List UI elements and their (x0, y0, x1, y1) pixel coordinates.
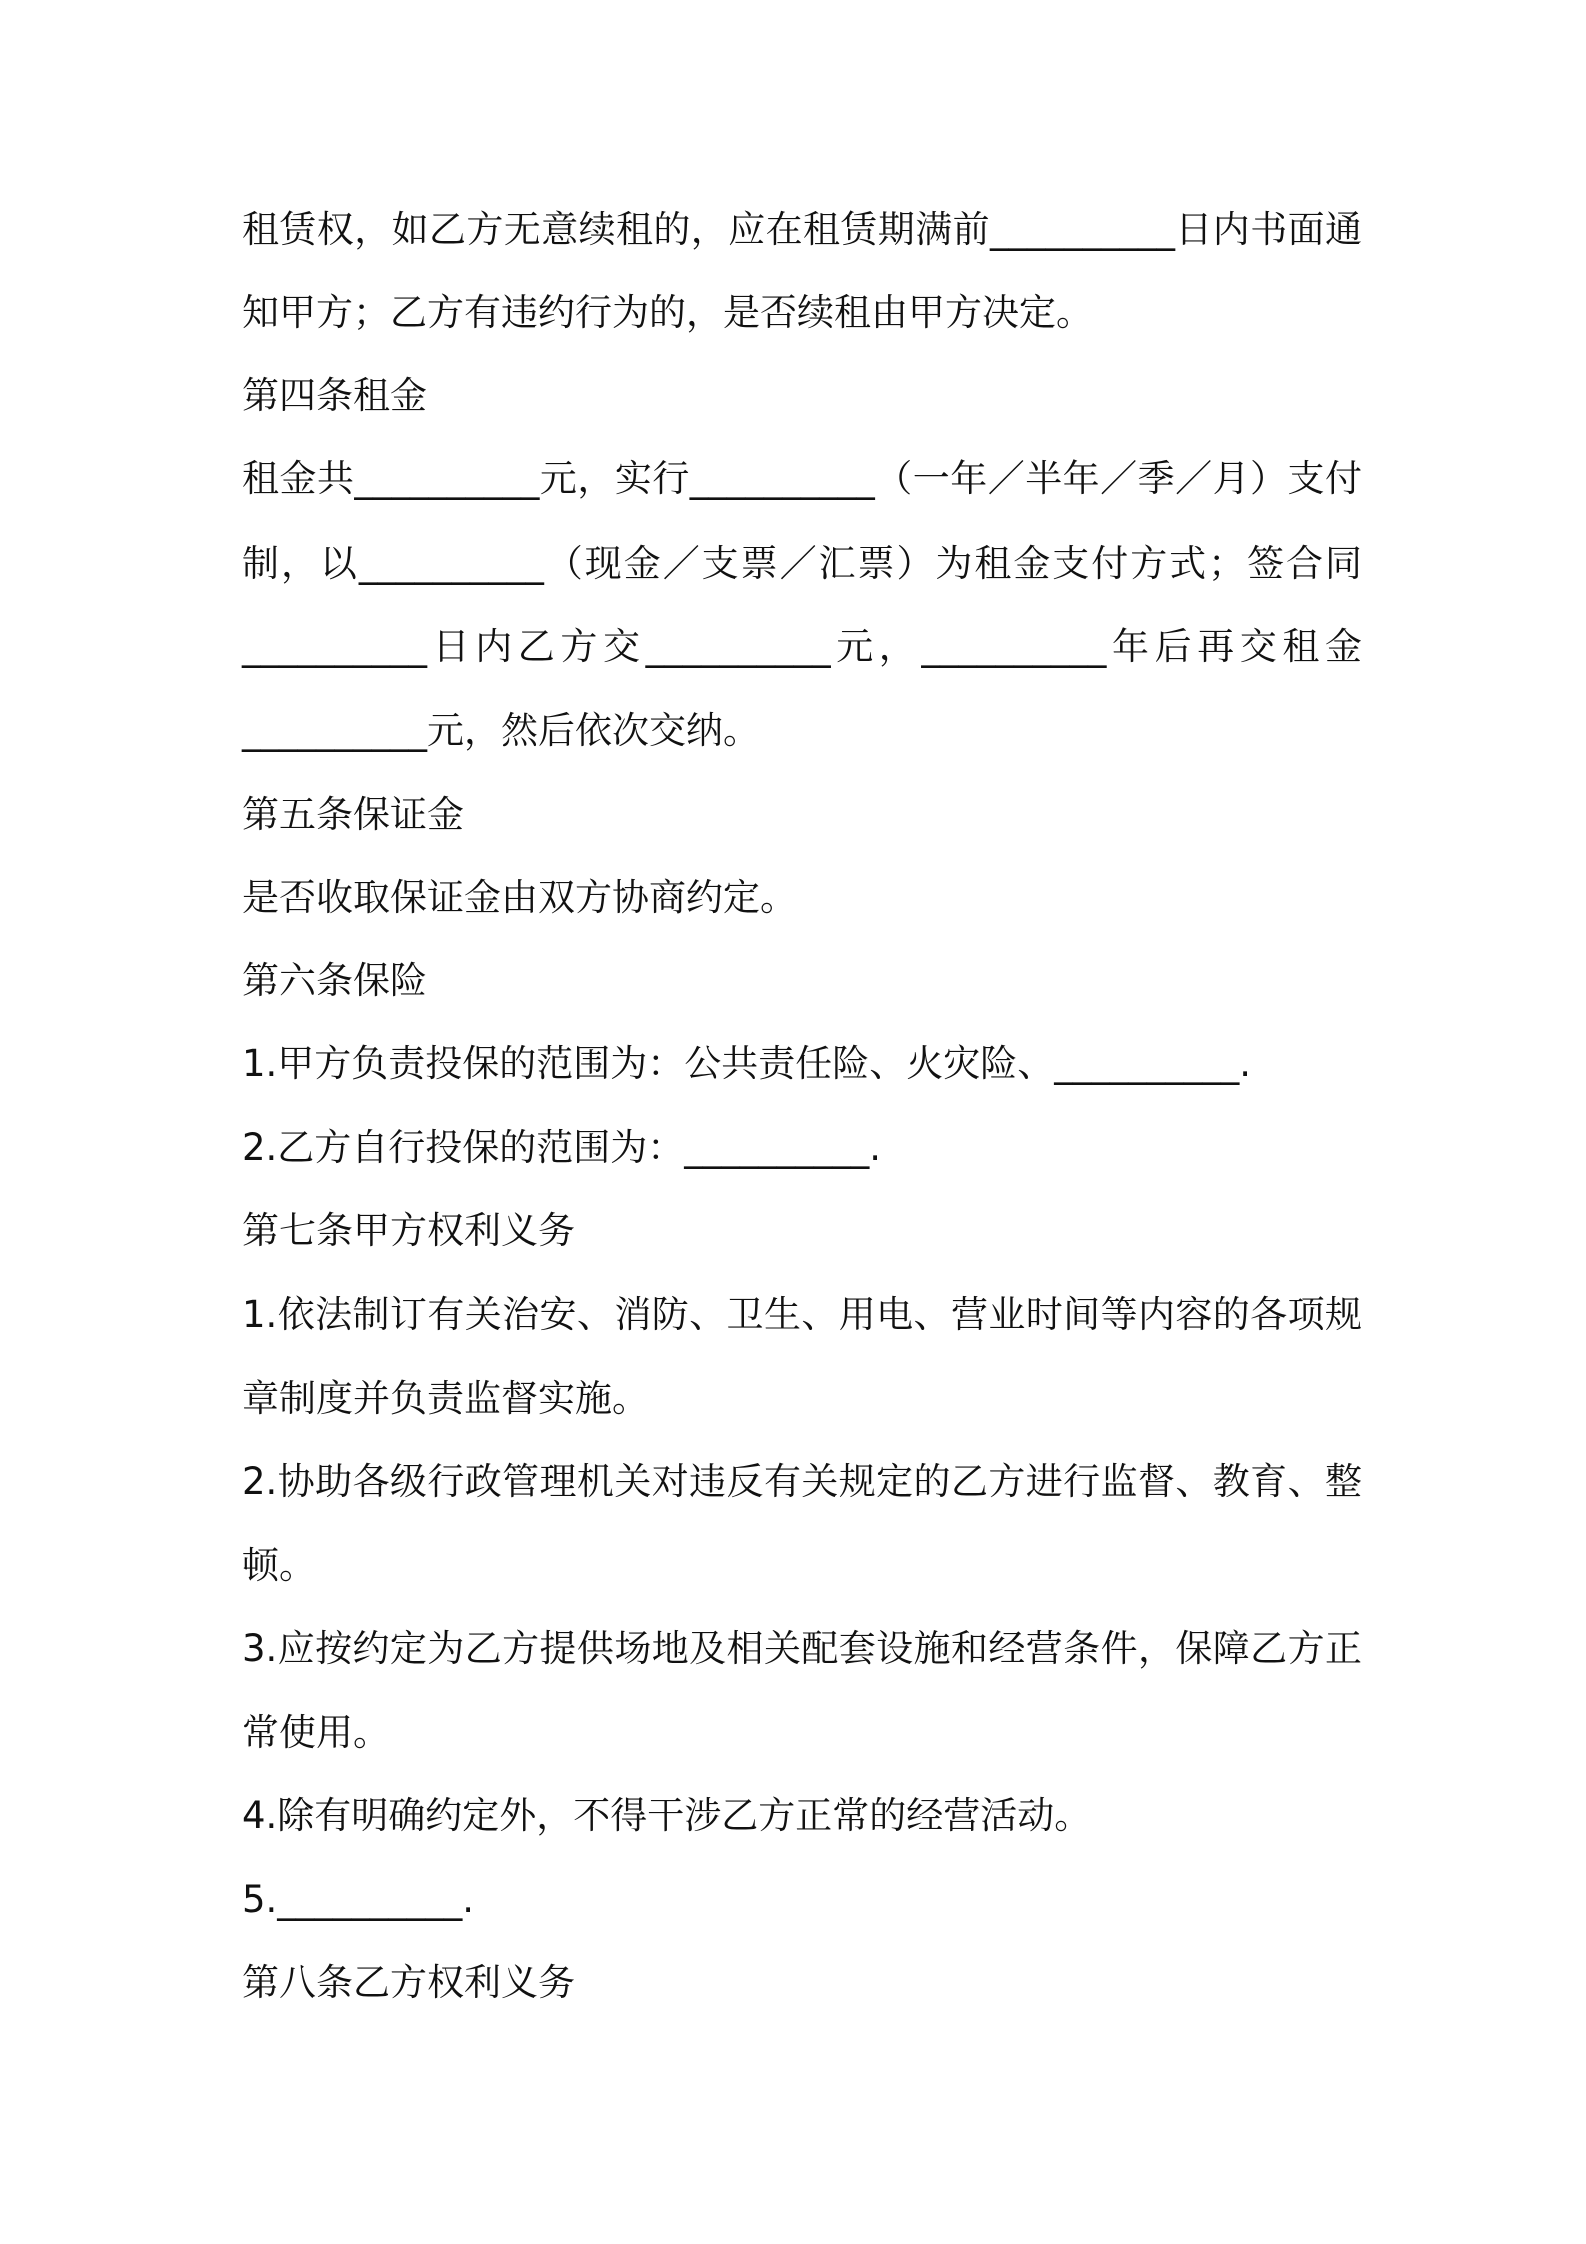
section-heading-article-6: 第六条保险 (242, 959, 427, 1002)
list-item: 1.甲方负责投保的范围为：公共责任险、火灾险、__________. (242, 1042, 1252, 1085)
section-heading-article-7: 第七条甲方权利义务 (242, 1209, 575, 1252)
paragraph-line: 制，以__________（现金／支票／汇票）为租金支付方式；签合同 (242, 542, 1362, 585)
list-item: 4.除有明确约定外，不得干涉乙方正常的经营活动。 (242, 1794, 1092, 1837)
paragraph-line: 是否收取保证金由双方协商约定。 (242, 876, 797, 919)
paragraph-line: 知甲方；乙方有违约行为的，是否续租由甲方决定。 (242, 291, 1093, 334)
paragraph-line: 租金共__________元，实行__________（一年／半年／季／月）支付 (242, 457, 1362, 500)
section-heading-article-8: 第八条乙方权利义务 (242, 1961, 575, 2004)
list-item-continuation: 章制度并负责监督实施。 (242, 1377, 649, 1420)
paragraph-line: 租赁权，如乙方无意续租的，应在租赁期满前__________日内书面通 (242, 208, 1362, 251)
list-item-continuation: 常使用。 (242, 1711, 390, 1754)
list-item-continuation: 顿。 (242, 1544, 316, 1587)
section-heading-article-4: 第四条租金 (242, 374, 427, 417)
list-item: 2.协助各级行政管理机关对违反有关规定的乙方进行监督、教育、整 (242, 1460, 1362, 1503)
list-item: 5.__________. (242, 1878, 475, 1921)
list-item: 3.应按约定为乙方提供场地及相关配套设施和经营条件，保障乙方正 (242, 1627, 1362, 1670)
section-heading-article-5: 第五条保证金 (242, 793, 464, 836)
list-item: 1.依法制订有关治安、消防、卫生、用电、营业时间等内容的各项规 (242, 1293, 1362, 1336)
paragraph-line: __________元，然后依次交纳。 (242, 709, 760, 752)
paragraph-line: __________日内乙方交__________元，__________年后再交租金 (242, 625, 1362, 668)
list-item: 2.乙方自行投保的范围为：__________. (242, 1126, 882, 1169)
